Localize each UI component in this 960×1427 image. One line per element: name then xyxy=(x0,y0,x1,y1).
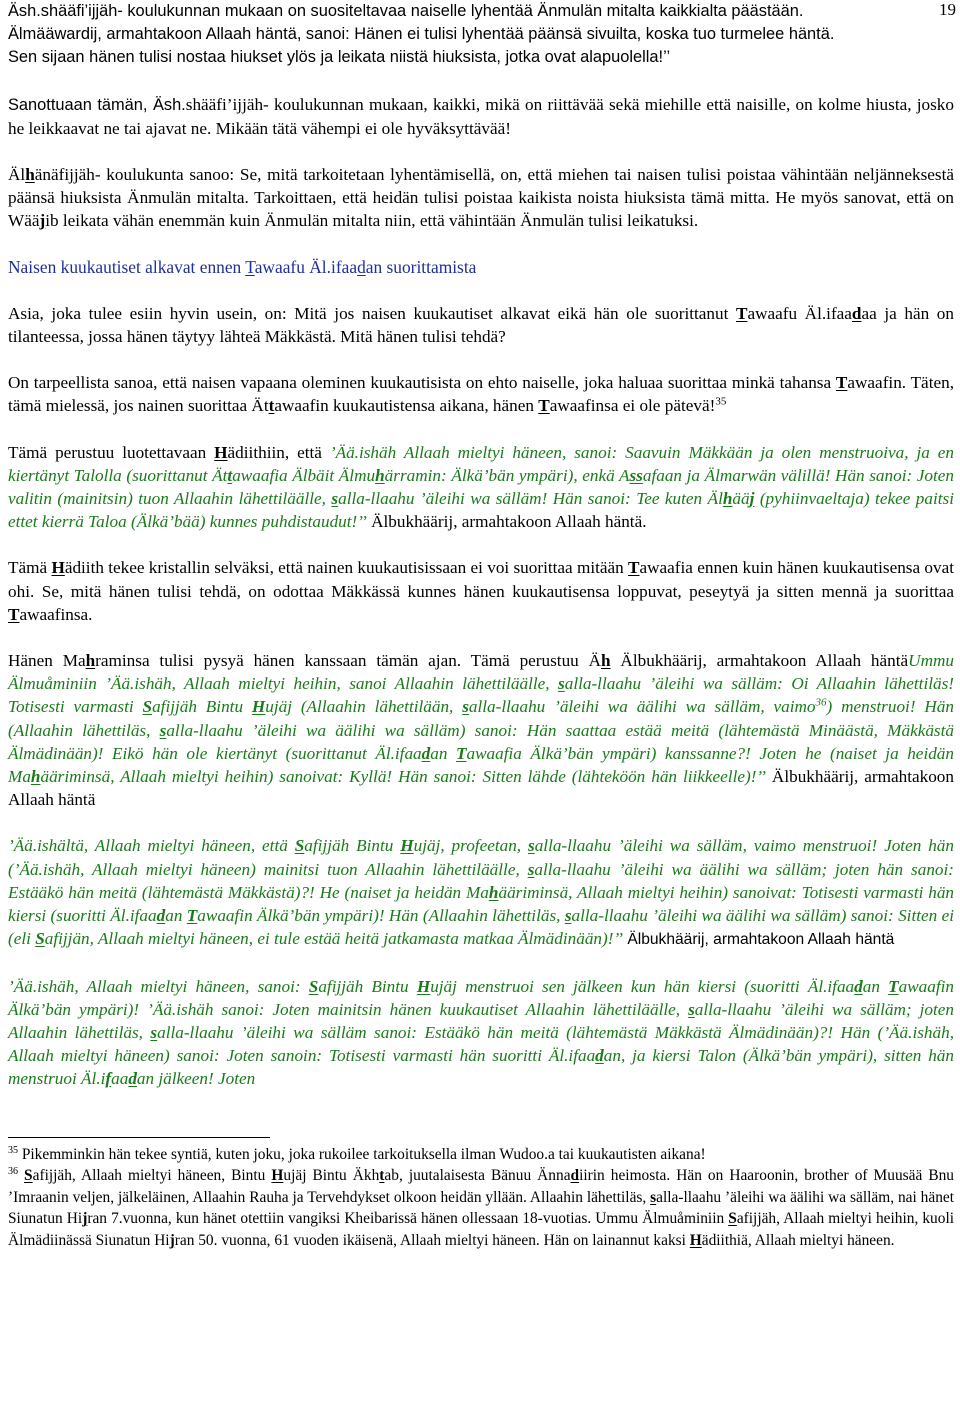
document-body xyxy=(8,0,954,1251)
intro-line-2: Älmääwardij, armahtakoon Allaah häntä, sanoi: Hänen ei tulisi lyhentää päänsä sivuilta, koska tuo turmelee häntä. xyxy=(8,25,835,44)
intro-paragraph xyxy=(8,0,954,70)
paragraph-hadith-1: Tämä perustuu luotettavaan Hädiithiin, että ’Ää.ishäh Allaah mieltyi häneen, sanoi: Saavuin Mäkkään ja olen menstruoiva, ja en kiertänyt Talolla (suorittanut Ättawaafia Älbäit Älmuhärramin: Älkä’bän ympäri), enkä Assafaan ja Älmarwän välillä! Hän sanoi: Joten valitin (mainitsin) tuon Allaahin lähettiläälle, salla-llaahu ’äleihi wa sälläm! Hän sanoi: Tee kuten Älhääj (pyhiinvaeltaja) tekee paitsi ettet kierrä Taloa (Älkä’bää) kunnes puhdistaudut!’’ Älbukhäärij, armahtakoon Allaah häntä. xyxy=(8,442,955,532)
hadith-quote: Ummu Älmuåminiin ’Ää.ishäh, Allaah mieltyi heihin, sanoi Allaahin lähettiläälle, salla-llaahu ’äleihi wa sälläm: Oi Allaahin lähettiläs! Totisesti varmasti Safijjäh Bintu Hujäj (Allaahin lähettilään, salla-llaahu ’äleihi wa äälihi wa sälläm, vaimo$^{36}$) menstruoi! Hän (Allaahin lähettiläs, salla-llaahu ’äleihi wa äälihi wa sälläm) sanoi: Hän saattaa estää meitä (lähtemästä Minäästä, Mäkkästä Älmädinään)! Eikö hän ole kiertänyt (suorittanut Äl.ifaadan Tawaafia Älkä’bän ympäri) kanssanne?! Joten he (naiset ja heidän Mahääriminsä, Allaah mieltyi heihin) sanoivat: Kyllä! Hän sanoi: Sitten lähde (lähteköön hän liikkeelle)!’’ xyxy=(8,651,954,787)
section-heading: Naisen kuukautiset alkavat ennen Tawaafu Äl.ifaadan suorittamista xyxy=(8,256,477,277)
paragraph-question: Asia, joka tulee esiin hyvin usein, on: Mitä jos naisen kuukautiset alkavat eikä hän ole suorittanut Tawaafu Äl.ifaadaa ja hän on tilanteessa, jossa hänen täytyy lähteä Mäkkästä. Mitä hänen tulisi tehdä? xyxy=(8,303,954,347)
paragraph-hadith-2: ’Ää.ishältä, Allaah mieltyi häneen, että Safijjäh Bintu Hujäj, profeetan, salla-llaahu ’äleihi wa sälläm, vaimo menstruoi! Joten hän (’Ää.ishäh, Allaah mieltyi häneen) mainitsi tuon Allaahin lähettiläälle, salla-llaahu ’äleihi wa äälihi wa sälläm; joten hän sanoi: Estääkö hän meitä (lähtemästä Mäkkästä)?! He (naiset ja heidän Mahääriminsä, Allaah mieltyi heihin) sanoivat: Totisesti varmasti hän kiersi (suoritti Äl.ifaadan Tawaafin Älkä’bän ympäri)! Hän (Allaahin lähettiläs, salla-llaahu ’äleihi wa äälihi wa sälläm) sanoi: Sitten ei (eli Safijjän, Allaah mieltyi häneen, ei tule estää heitä jatkamasta matkaa Älmädinään)!’’ Älbukhäärij, armahtakoon Allaah häntä xyxy=(8,836,955,949)
intro-line-3: Sen sijaan hänen tulisi nostaa hiukset ylös ja leikata niistä hiuksista, jotka ovat alapuolella!’’ xyxy=(8,48,671,67)
footnote-36: $^{36}$ Safijjäh, Allaah mieltyi häneen, Bintu Hujäj Bintu Äkhtab, juutalaisesta Bänuu Ännadiirin heimosta. Hän on Haaroonin, brother of Muusää Bnu ’Imraanin veljen, jälkeläinen, Allaahin Rauha ja Tervehdykset olkoon heidän yllään. Allaahin lähettiläs, salla-llaahu ’äleihi wa äälihi wa sälläm, nai hänet Siunatun Hijran 7.vuonna, kun hänet otettiin vangiksi Kheibarissä hänen ollessaan 18-vuotias. Ummu Älmuåminiin Safijjäh, Allaah mieltyi heihin, kuoli Älmädiinässä Siunatun Hijran 50. vuonna, 61 vuoden ikäisenä, Allaah mieltyi häneen. Hän on lainannut kaksi Hädiithiä, Allaah mieltyi häneen. xyxy=(8,1165,955,1249)
paragraph-hadith-3 xyxy=(8,975,954,1091)
paragraph-hadith-explanation: Tämä Hädiith tekee kristallin selväksi, että nainen kuukautisissaan ei voi suorittaa mitään Tawaafia ennen kuin hänen kuukautisensa ovat ohi. Se, mitä hänen tulisi tehdä, on odottaa Mäkkässä kunnes hänen kuukautisensa loppuvat, peseytyä ja sitten mennä ja suorittaa Tawaafinsa. xyxy=(8,558,955,624)
intro-line-1: Äsh.shääfi’ijjäh- koulukunnan mukaan on suositeltavaa naiselle lyhentää Änmulän mitalta kaikkialta päästään. xyxy=(8,2,804,20)
paragraph-mahram: Hänen Mahraminsa tulisi pysyä hänen kanssaan tämän ajan. Tämä perustuu Äh Älbukhäärij, armahtakoon Allaah häntäUmmu Älmuåminiin ’Ää.ishäh, Allaah mieltyi heihin, sanoi Allaahin lähettiläälle, salla-llaahu ’äleihi wa sälläm: Oi Allaahin lähettiläs! Totisesti varmasti Safijjäh Bintu Hujäj (Allaahin lähettilään, salla-llaahu ’äleihi wa äälihi wa sälläm, vaimo$^{36}$) menstruoi! Hän (Allaahin lähettiläs, salla-llaahu ’äleihi wa äälihi wa sälläm) sanoi: Hän saattaa estää meitä (lähtemästä Minäästä, Mäkkästä Älmädinään)! Eikö hän ole kiertänyt (suorittanut Äl.ifaadan Tawaafia Älkä’bän ympäri) kanssanne?! Joten he (naiset ja heidän Mahääriminsä, Allaah mieltyi heihin) sanoivat: Kyllä! Hän sanoi: Sitten lähde (lähteköön hän liikkeelle)!’’ Älbukhäärij, armahtakoon Allaah häntä xyxy=(8,651,954,810)
paragraph-alhanafijjah: Älhänäfijjäh- koulukunta sanoo: Se, mitä tarkoitetaan lyhentämisellä, on, että miehen tai naisen tulisi poistaa vähintään neljänneksestä päänsä hiuksista Änmulän mitalta. Tarkoittaen, että heidän tulisi poistaa kaikista noista hiuksista tämä mitta. He myös sanovat, että on Wääjib leikata vähän enemmän kuin Änmulän mitalta niin, että vähintään Änmulän tulisi leikatuksi. xyxy=(8,165,954,231)
footnote-ref-36: 36 xyxy=(815,696,827,709)
footnote-separator xyxy=(8,1137,270,1138)
hadith-quote: ’Ää.ishäh, Allaah mieltyi häneen, sanoi: Safijjäh Bintu Hujäj menstruoi sen jälkeen kun hän kiersi (suoritti Äl.ifaadan Tawaafin Älkä’bän ympäri)! ’Ää.ishäh sanoi: Joten mainitsin hänen kuukautiset Allaahin lähettiläälle, salla-llaahu ’äleihi wa sälläm; joten Allaahin lähettiläs, salla-llaahu ’äleihi wa sälläm sanoi: Estääkö hän meitä (lähtemästä Mäkkästä Älmädinään)?! Hän (’Ää.ishäh, Allaah mieltyi häneen) sanoi: Joten sanoin: Totisesti varmasti hän suoritti Äl.ifaadan, ja kiersi Talon (Älkä’bän ympäri), sitten hän menstruoi Äl.ifaadan jälkeen! Joten xyxy=(8,976,955,1089)
paragraph-sanottuaan: Sanottuaan tämän, Äsh.shääfi’ijjäh- koulukunnan mukaan, kaikki, mikä on riittävää sekä miehille että naisille, on kolme hiusta, josko he leikkaavat ne tai ajavat ne. Mikään tätä vähempi ei ole hyväksyttävää! xyxy=(8,94,954,138)
footnote-35: $^{35}$ Pikemminkin hän tekee syntiä, kuten joku, joka rukoilee tarkoituksella ilman Wudoo.a tai kuukautisten aikana! xyxy=(8,1144,706,1163)
footnotes xyxy=(8,1144,954,1252)
footnote-ref-35: 35 xyxy=(715,395,727,408)
paragraph-condition: On tarpeellista sanoa, että naisen vapaana oleminen kuukautisista on ehto naiselle, joka haluaa suorittaa minkä tahansa Tawaafin. Täten, tämä mielessä, jos nainen suorittaa Ättawaafin kuukautistensa aikana, hänen Tawaafinsa ei ole pätevä!$^{35}$ xyxy=(8,373,954,416)
hadith-quote: ’Ää.ishäh Allaah mieltyi häneen, sanoi: Saavuin Mäkkään ja olen menstruoiva, ja en kiertänyt Talolla (suorittanut Ättawaafia Älbäit Älmuhärramin: Älkä’bän ympäri), enkä Assafaan ja Älmarwän välillä! Hän sanoi: Joten valitin (mainitsin) tuon Allaahin lähettiläälle, salla-llaahu ’äleihi wa sälläm! Hän sanoi: Tee kuten Älhääj (pyhiinvaeltaja) tekee paitsi ettet kierrä Taloa (Älkä’bää) kunnes puhdistaudut!’’ xyxy=(8,442,955,532)
page-number: 19 xyxy=(939,0,956,19)
hadith-quote: ’Ää.ishältä, Allaah mieltyi häneen, että Safijjäh Bintu Hujäj, profeetan, salla-llaahu ’äleihi wa sälläm, vaimo menstruoi! Joten hän (’Ää.ishäh, Allaah mieltyi häneen) mainitsi tuon Allaahin lähettiläälle, salla-llaahu ’äleihi wa äälihi wa sälläm; joten hän sanoi: Estääkö hän meitä (lähtemästä Mäkkästä)?! He (naiset ja heidän Mahääriminsä, Allaah mieltyi heihin) sanoivat: Totisesti varmasti hän kiersi (suoritti Äl.ifaadan Tawaafin Älkä’bän ympäri)! Hän (Allaahin lähettiläs, salla-llaahu ’äleihi wa äälihi wa sälläm) sanoi: Sitten ei (eli Safijjän, Allaah mieltyi häneen, ei tule estää heitä jatkamasta matkaa Älmädinään)!’’ xyxy=(8,836,955,949)
